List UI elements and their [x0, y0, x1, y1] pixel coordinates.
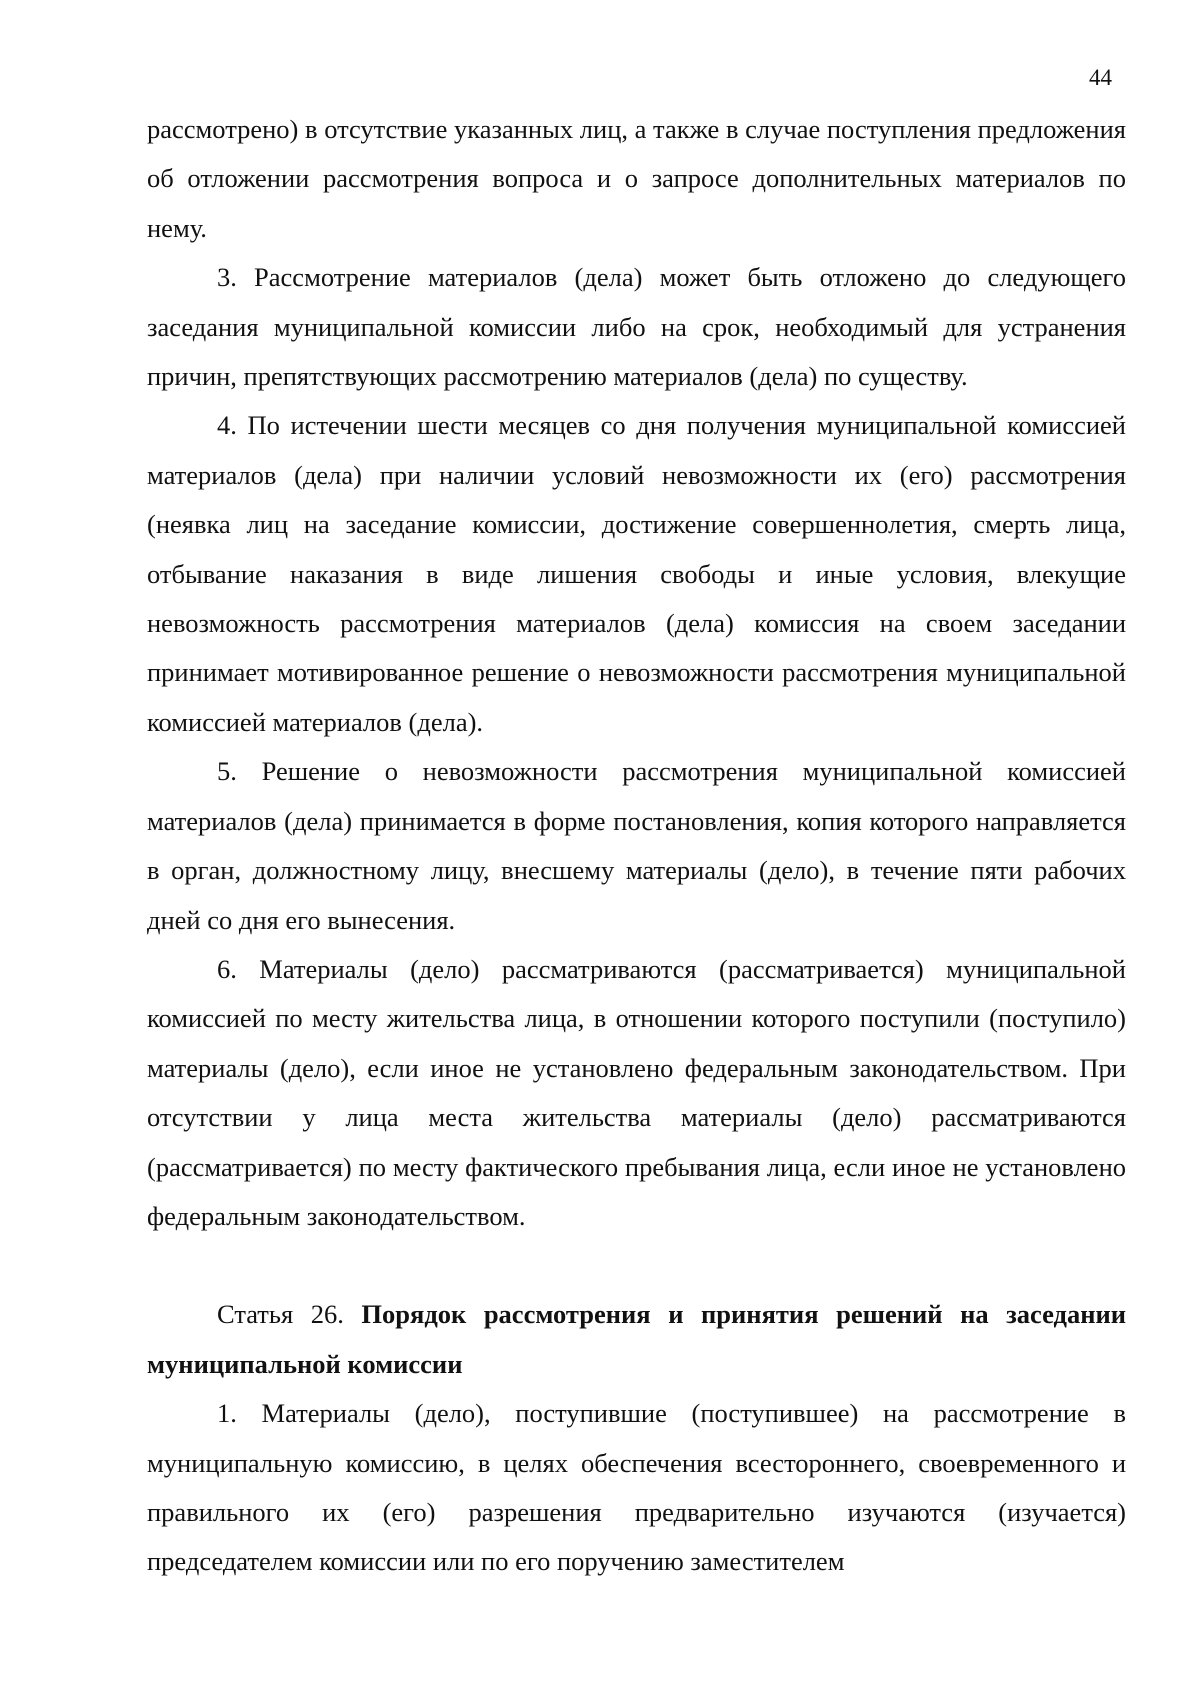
paragraph-3: 3. Рассмотрение материалов (дела) может быть отложено до следующего заседания муниципальной комиссии либо на срок, необходимый для устранения причин, препятствующих рассмотрению материалов (дела) по существу.: [147, 262, 1126, 392]
paragraph-5: 5. Решение о невозможности рассмотрения муниципальной комиссией материалов (дела) принимается в форме постановления, копия которого направляется в орган, должностному лицу, внесшему материалы (дело), в течение пяти рабочих дней со дня его вынесения.: [147, 756, 1126, 935]
article-title: Порядок рассмотрения и принятия решений на заседании муниципальной комиссии: [147, 1299, 1127, 1379]
document-body: [147, 105, 1126, 1587]
page-number: 44: [1089, 65, 1112, 90]
article-number: Статья 26.: [217, 1299, 362, 1330]
paragraph-6: 6. Материалы (дело) рассматриваются (рассматривается) муниципальной комиссией по месту жительства лица, в отношении которого поступили (поступило) материалы (дело), если иное не установлено федеральным законодательством. При отсутствии у лица места жительства материалы (дело) рассматриваются (рассматривается) по месту фактического пребывания лица, если иное не установлено федеральным законодательством.: [147, 953, 1126, 1231]
paragraph-4: 4. По истечении шести месяцев со дня получения муниципальной комиссией материалов (дела) при наличии условий невозможности их (его) рассмотрения (неявка лиц на заседание комиссии, достижение совершеннолетия, смерть лица, отбывание наказания в виде лишения свободы и иные условия, влекущие невозможность рассмотрения материалов (дела) комиссия на своем заседании принимает мотивированное решение о невозможности рассмотрения муниципальной комиссией материалов (дела).: [147, 410, 1126, 737]
article-paragraph-1: 1. Материалы (дело), поступившие (поступившее) на рассмотрение в муниципальную комиссию, в целях обеспечения всестороннего, своевременного и правильного их (его) разрешения предварительно изучаются (изучается) председателем комиссии или по его поручению заместителем: [147, 1398, 1126, 1577]
article-heading: [147, 1290, 1126, 1389]
paragraph-continuation: рассмотрено) в отсутствие указанных лиц, а также в случае поступления предложения об отложении рассмотрения вопроса и о запросе дополнительных материалов по нему.: [147, 114, 1126, 243]
